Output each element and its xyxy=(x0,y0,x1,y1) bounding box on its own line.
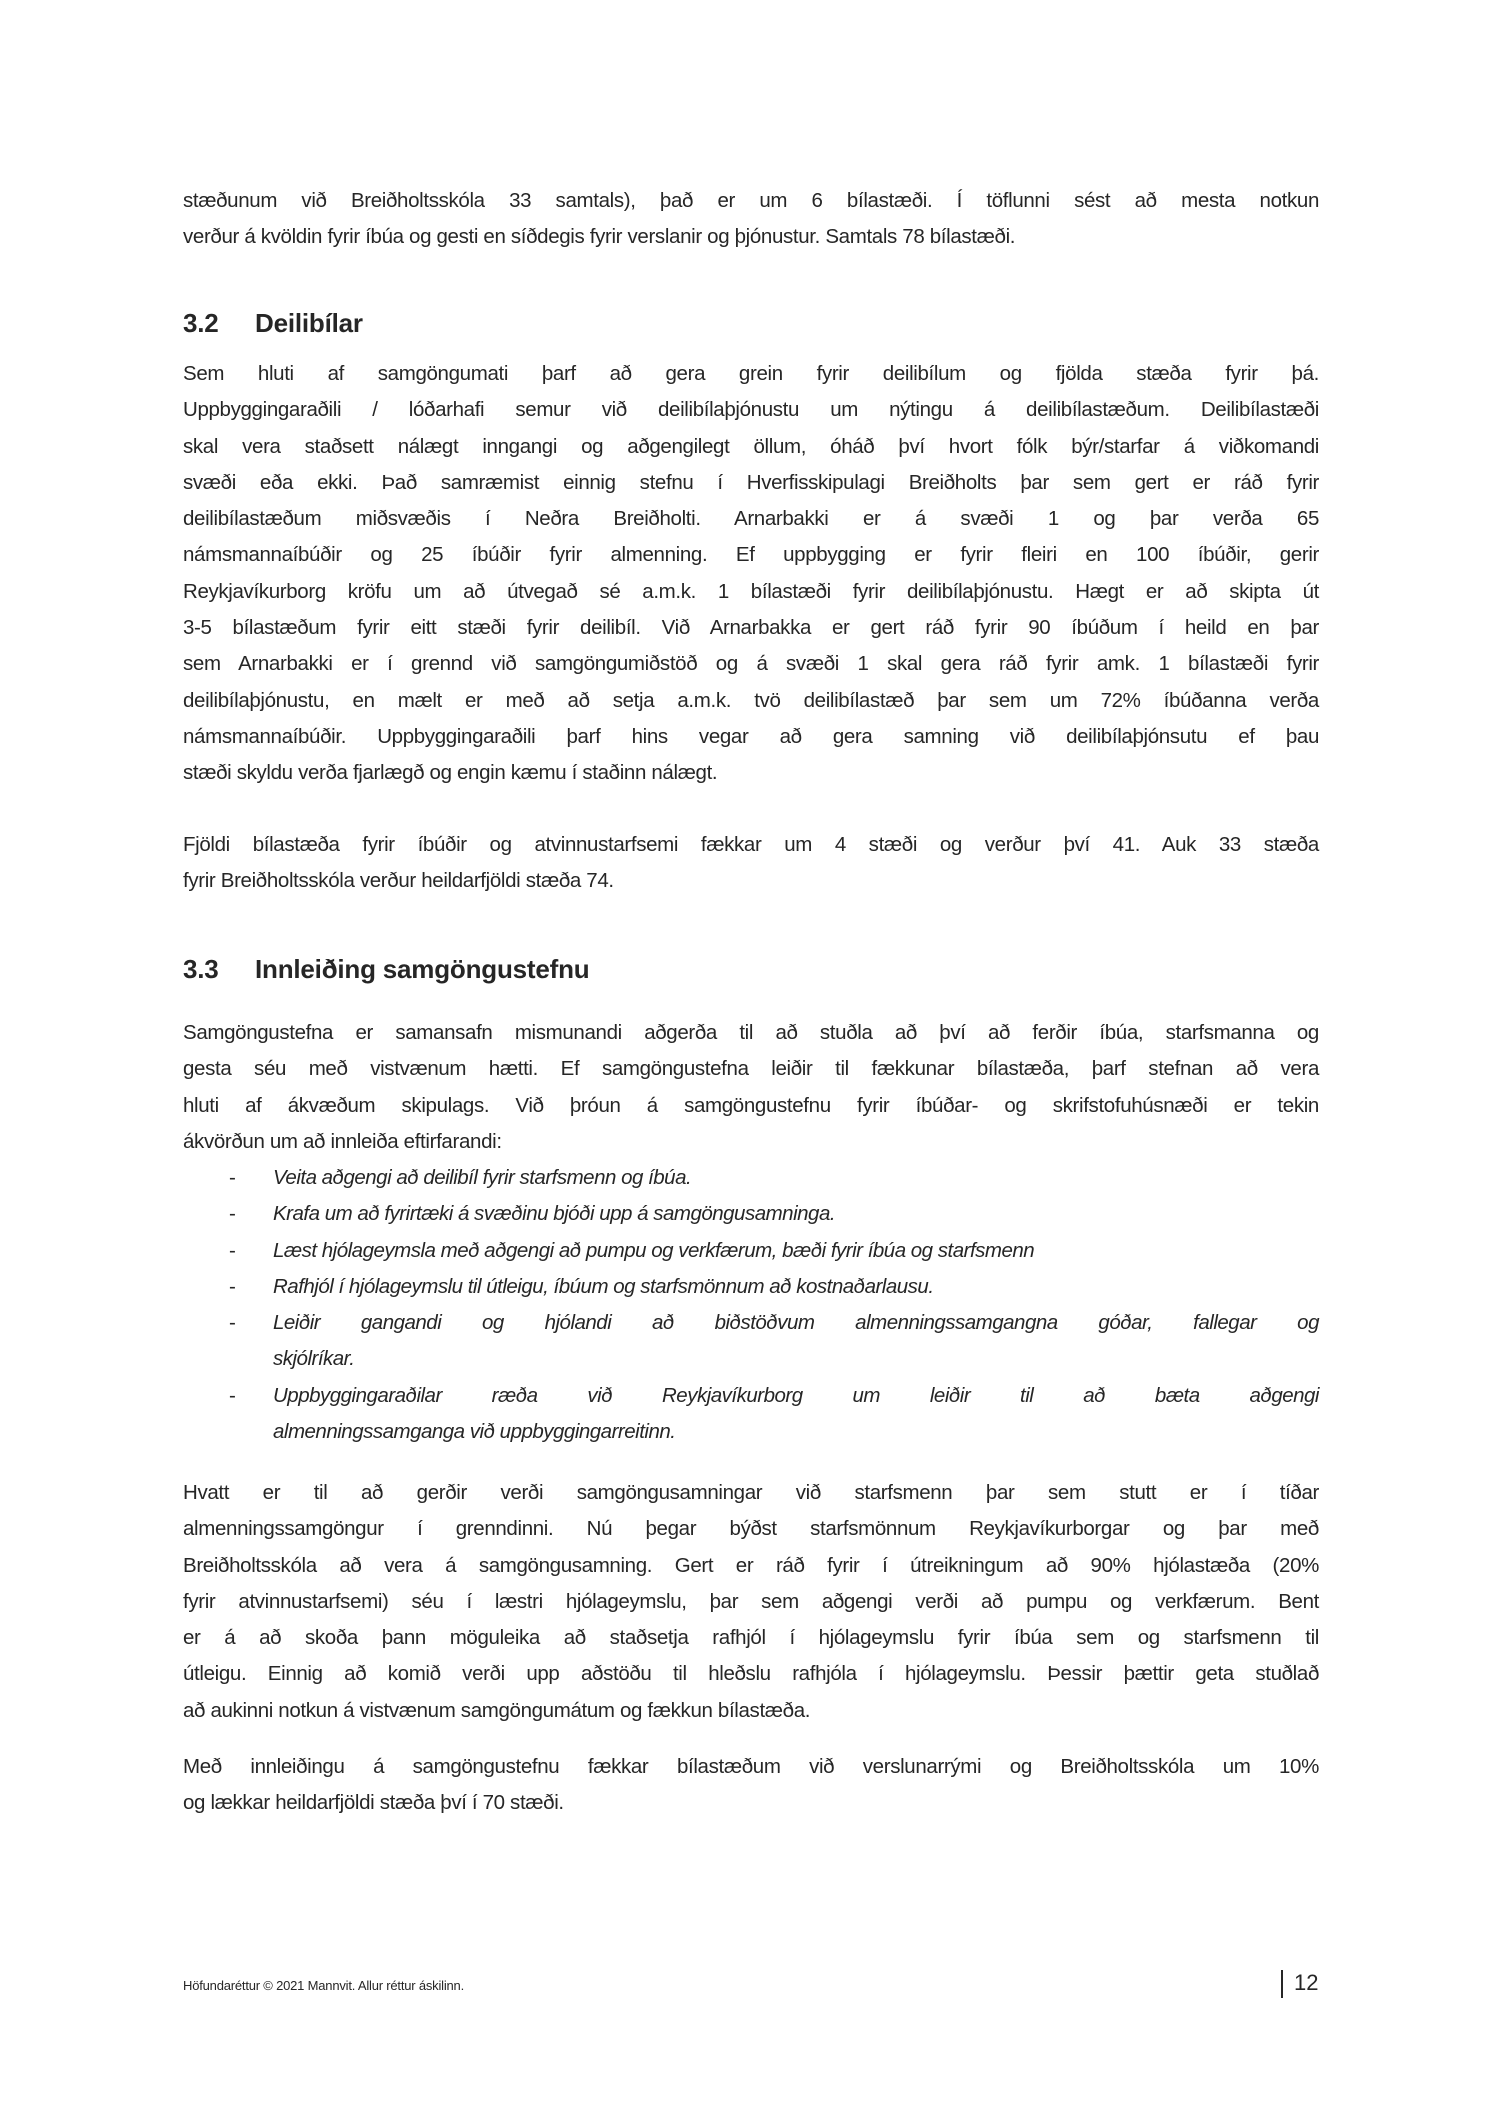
text-line: námsmannaíbúðir og 25 íbúðir fyrir almenning. Ef uppbygging er fyrir fleiri en 100 íbúðir, gerir xyxy=(183,543,1319,567)
list-item-text: Krafa um að fyrirtæki á svæðinu bjóði upp á samgöngusamninga. xyxy=(273,1202,836,1226)
section-heading-3-2 xyxy=(183,305,363,341)
bullet-dash-icon: - xyxy=(229,1311,236,1335)
bullet-dash-icon: - xyxy=(229,1274,236,1298)
text-line: deilibílastæðum miðsvæðis í Neðra Breiðholti. Arnarbakki er á svæði 1 og þar verða 65 xyxy=(183,507,1319,531)
text-line: svæði eða ekki. Það samræmist einnig stefnu í Hverfisskipulagi Breiðholts þar sem gert er ráð fyrir xyxy=(183,470,1319,494)
text-line: 3-5 bílastæðum fyrir eitt stæði fyrir deilibíl. Við Arnarbakka er gert ráð fyrir 90 íbúðum í heild en þar xyxy=(183,616,1319,640)
list-item-text: skjólríkar. xyxy=(273,1347,355,1371)
text-line: Samgöngustefna er samansafn mismunandi aðgerða til að stuðla að því að ferðir íbúa, starfsmanna og xyxy=(183,1021,1319,1044)
paragraph-3-2-2 xyxy=(183,827,1319,900)
text-line: gesta séu með vistvænum hætti. Ef samgöngustefna leiðir til fækkunar bílastæða, þarf stefnan að vera xyxy=(183,1057,1319,1081)
footer-divider xyxy=(1281,1970,1283,1998)
copyright-notice: Höfundaréttur © 2021 Mannvit. Allur réttur áskilinn. xyxy=(183,1978,464,1993)
text-line: sem Arnarbakki er í grennd við samgöngumiðstöð og á svæði 1 skal gera ráð fyrir amk. 1 bílastæði fyrir xyxy=(183,652,1319,676)
section-number: 3.3 xyxy=(183,954,219,984)
list-item xyxy=(183,1233,1319,1269)
text-line: Fjöldi bílastæða fyrir íbúðir og atvinnustarfsemi fækkar um 4 stæði og verður því 41. Auk 33 stæða xyxy=(183,833,1319,856)
list-item xyxy=(183,1378,1319,1451)
list-item xyxy=(183,1196,1319,1232)
bullet-dash-icon: - xyxy=(229,1383,236,1407)
page-footer xyxy=(183,1968,1319,2002)
text-line: útleigu. Einnig að komið verði upp aðstöðu til hleðslu rafhjóla í hjólageymslu. Þessir þættir geta stuðlað xyxy=(183,1662,1319,1686)
list-item xyxy=(183,1305,1319,1378)
list-item xyxy=(183,1269,1319,1305)
text-line: Hvatt er til að gerðir verði samgöngusamningar við starfsmenn þar sem stutt er í tíðar xyxy=(183,1481,1319,1504)
text-line: er á að skoða þann möguleika að staðsetja rafhjól í hjólageymslu fyrir íbúa sem og starfsmenn til xyxy=(183,1626,1319,1650)
text-line: fyrir Breiðholtsskóla verður heildarfjöldi stæða 74. xyxy=(183,869,614,893)
text-line: fyrir atvinnustarfsemi) séu í læstri hjólageymslu, þar sem aðgengi verði að pumpu og verkfærum. Bent xyxy=(183,1589,1319,1613)
text-line: námsmannaíbúðir. Uppbyggingaraðili þarf hins vegar að gera samning við deilibílaþjónsutu ef þau xyxy=(183,724,1319,748)
bullet-dash-icon: - xyxy=(229,1202,236,1226)
text-line: Reykjavíkurborg kröfu um að útvegað sé a.m.k. 1 bílastæði fyrir deilibílaþjónustu. Hægt er að skipta út xyxy=(183,579,1319,603)
text-line: ákvörðun um að innleiða eftirfarandi: xyxy=(183,1129,502,1153)
paragraph-intro xyxy=(183,183,1319,256)
page-number: 12 xyxy=(1294,1970,1319,1995)
section-title: Innleiðing samgöngustefnu xyxy=(255,954,590,984)
list-item-text: Rafhjól í hjólageymslu til útleigu, íbúum og starfsmönnum að kostnaðarlausu. xyxy=(273,1274,934,1298)
text-line: deilibílaþjónustu, en mælt er með að setja a.m.k. tvö deilibílastæð þar sem um 72% íbúðanna verða xyxy=(183,688,1319,712)
text-line: verður á kvöldin fyrir íbúa og gesti en síðdegis fyrir verslanir og þjónustur. Samtals 78 bílastæði. xyxy=(183,225,1016,249)
paragraph-3-3-2 xyxy=(183,1475,1319,1729)
paragraph-3-3-1 xyxy=(183,1015,1319,1160)
paragraph-3-2-1 xyxy=(183,356,1319,792)
text-line: stæðunum við Breiðholtsskóla 33 samtals), það er um 6 bílastæði. Í töflunni sést að mesta notkun xyxy=(183,189,1319,212)
list-item-text: almenningssamganga við uppbyggingarreitinn. xyxy=(273,1420,676,1444)
text-line: Sem hluti af samgöngumati þarf að gera grein fyrir deilibílum og fjölda stæða fyrir þá. xyxy=(183,362,1319,385)
text-line: skal vera staðsett nálægt inngangi og aðgengilegt öllum, óháð því hvort fólk býr/starfar á viðkomandi xyxy=(183,434,1319,458)
text-line: almenningssamgöngur í grenndinni. Nú þegar býðst starfsmönnum Reykjavíkurborgar og þar með xyxy=(183,1517,1319,1541)
section-title: Deilibílar xyxy=(255,308,363,338)
list-item-text: Uppbyggingaraðilar ræða við Reykjavíkurborg um leiðir til að bæta aðgengi xyxy=(273,1383,1319,1407)
text-line: og lækkar heildarfjöldi stæða því í 70 stæði. xyxy=(183,1791,564,1815)
section-heading-3-3 xyxy=(183,951,589,987)
list-item xyxy=(183,1160,1319,1196)
bullet-list xyxy=(183,1160,1319,1450)
list-item-text: Leiðir gangandi og hjólandi að biðstöðvum almenningssamgangna góðar, fallegar og xyxy=(273,1311,1319,1335)
section-number: 3.2 xyxy=(183,308,219,338)
text-line: Breiðholtsskóla að vera á samgöngusamning. Gert er ráð fyrir í útreikningum að 90% hjólastæða (20% xyxy=(183,1553,1319,1577)
paragraph-3-3-3 xyxy=(183,1749,1319,1822)
bullet-dash-icon: - xyxy=(229,1166,236,1189)
list-item-text: Veita aðgengi að deilibíl fyrir starfsmenn og íbúa. xyxy=(273,1166,692,1189)
text-line: að aukinni notkun á vistvænum samgöngumátum og fækkun bílastæða. xyxy=(183,1698,811,1722)
list-item-text: Læst hjólageymsla með aðgengi að pumpu og verkfærum, bæði fyrir íbúa og starfsmenn xyxy=(273,1238,1035,1262)
bullet-dash-icon: - xyxy=(229,1238,236,1262)
text-line: Með innleiðingu á samgöngustefnu fækkar bílastæðum við verslunarrými og Breiðholtsskóla um 10% xyxy=(183,1755,1319,1778)
text-line: hluti af ákvæðum skipulags. Við þróun á samgöngustefnu fyrir íbúðar- og skrifstofuhúsnæði er tekin xyxy=(183,1093,1319,1117)
text-line: stæði skyldu verða fjarlægð og engin kæmu í staðinn nálægt. xyxy=(183,761,718,785)
text-line: Uppbyggingaraðili / lóðarhafi semur við deilibílaþjónustu um nýtingu á deilibílastæðum. Deilibílastæði xyxy=(183,398,1319,422)
